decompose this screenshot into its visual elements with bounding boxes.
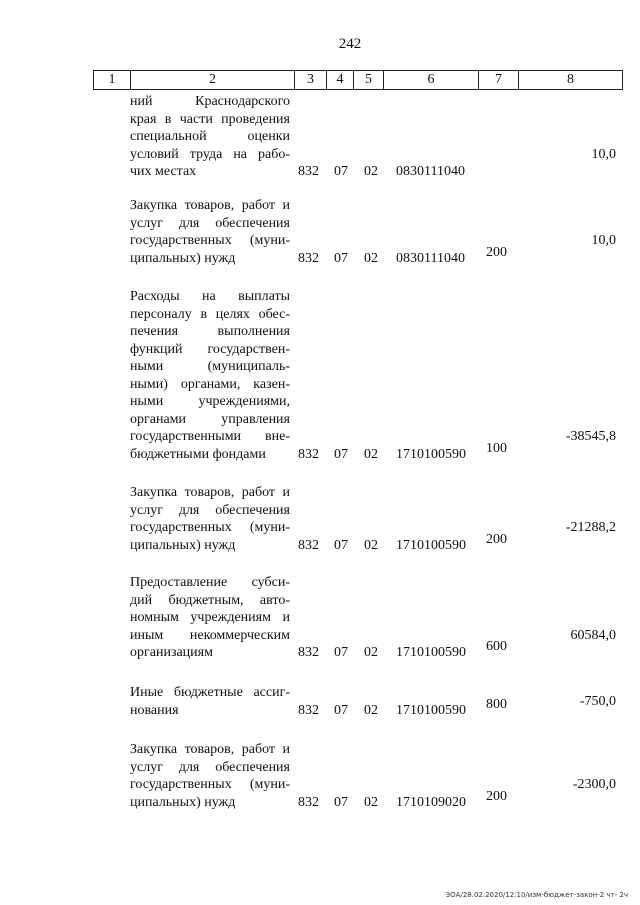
cell-c4: 07 <box>334 794 348 810</box>
description-line: услуг для обеспечения <box>130 215 290 231</box>
table-header <box>93 70 623 90</box>
description-line: ными) органами, казен- <box>130 376 290 392</box>
description-line: специальной оценки <box>130 129 290 144</box>
header-col-4: 4 <box>327 71 354 89</box>
cell-c7: 100 <box>486 440 507 456</box>
header-col-7: 7 <box>479 71 519 89</box>
cell-c6: 1710100590 <box>396 446 466 462</box>
cell-c7: 200 <box>486 244 507 260</box>
row-description <box>130 574 290 662</box>
cell-c8: -21288,2 <box>565 520 616 535</box>
cell-c6: 1710100590 <box>396 702 466 718</box>
cell-c7: 200 <box>486 531 507 547</box>
description-line: органами управления <box>130 411 290 427</box>
cell-c3: 832 <box>298 164 319 179</box>
cell-c7: 800 <box>486 696 507 712</box>
header-col-8: 8 <box>567 72 574 87</box>
description-line: организациям <box>130 645 213 660</box>
cell-c5: 02 <box>364 702 378 718</box>
cell-c5: 02 <box>364 645 378 660</box>
row-description <box>130 93 290 181</box>
row-description <box>130 741 290 811</box>
cell-c8: -38545,8 <box>565 429 616 444</box>
cell-c5: 02 <box>364 537 378 553</box>
description-line: ными (муниципаль- <box>130 359 290 374</box>
cell-c7: 600 <box>486 639 507 654</box>
description-line: услуг для обеспечения <box>130 502 290 518</box>
header-col-5: 5 <box>354 71 384 89</box>
cell-c8: -2300,0 <box>572 777 616 792</box>
cell-c6: 1710109020 <box>396 794 466 810</box>
cell-c6: 1710100590 <box>396 537 466 553</box>
header-col-1: 1 <box>94 71 131 89</box>
cell-c4: 07 <box>334 250 348 266</box>
description-line: Закупка товаров, работ и <box>130 742 290 757</box>
header-col-6: 6 <box>384 71 479 89</box>
description-line: государственных (муни- <box>130 233 290 248</box>
cell-c8: -750,0 <box>579 693 616 709</box>
cell-c8: 60584,0 <box>570 627 616 643</box>
description-line: ципальных) нужд <box>130 794 236 810</box>
description-line: Расходы на выплаты <box>130 289 290 304</box>
cell-c8: 10,0 <box>591 233 616 248</box>
cell-c6: 0830111040 <box>396 250 465 266</box>
cell-c6: 0830111040 <box>396 164 465 179</box>
description-line: номным учреждениям и <box>130 610 290 625</box>
description-line: государственных (муни- <box>130 520 290 535</box>
description-line: нования <box>130 702 179 718</box>
description-line: Закупка товаров, работ и <box>130 198 290 213</box>
description-line: дий бюджетным, авто- <box>130 592 290 608</box>
row-description <box>130 484 290 554</box>
cell-c4: 07 <box>334 645 348 660</box>
description-line: функций государствен- <box>130 341 290 357</box>
cell-c8: 10,0 <box>591 146 616 162</box>
cell-c3: 832 <box>298 794 319 810</box>
description-line: условий труда на рабо- <box>130 146 290 162</box>
description-line: услуг для обеспечения <box>130 759 290 775</box>
cell-c3: 832 <box>298 446 319 462</box>
description-line: персоналу в целях обес- <box>130 306 290 322</box>
description-line: печения выполнения <box>130 324 290 339</box>
cell-c5: 02 <box>364 164 378 179</box>
cell-c5: 02 <box>364 446 378 462</box>
description-line: края в части проведения <box>130 111 290 127</box>
description-line: ципальных) нужд <box>130 250 236 266</box>
cell-c4: 07 <box>334 446 348 462</box>
description-line: чих местах <box>130 164 197 179</box>
cell-c4: 07 <box>334 537 348 553</box>
cell-c4: 07 <box>334 702 348 718</box>
cell-c3: 832 <box>298 645 319 660</box>
header-col-2: 2 <box>131 71 295 89</box>
description-line: ными учреждениями, <box>130 394 290 409</box>
cell-c7: 200 <box>486 788 507 804</box>
cell-c4: 07 <box>334 164 348 179</box>
cell-c3: 832 <box>298 250 319 266</box>
description-line: государственных (муни- <box>130 777 290 792</box>
description-line: государственными вне- <box>130 429 290 444</box>
description-line: иным некоммерческим <box>130 627 290 643</box>
description-line: ципальных) нужд <box>130 537 236 553</box>
footer-stamp: ЗОА/28.02.2020/12:10/изм-бюджет-закон-2 чт- 2ч <box>445 891 628 899</box>
row-description <box>130 197 290 267</box>
cell-c5: 02 <box>364 250 378 266</box>
description-line: бюджетными фондами <box>130 446 266 462</box>
description-line: Предоставление субси- <box>130 575 290 590</box>
cell-c3: 832 <box>298 537 319 553</box>
description-line: ний Краснодарского <box>130 94 290 109</box>
row-description <box>130 684 290 719</box>
description-line: Закупка товаров, работ и <box>130 485 290 500</box>
cell-c6: 1710100590 <box>396 645 466 660</box>
row-description <box>130 288 290 463</box>
page-number: 242 <box>338 36 362 52</box>
cell-c5: 02 <box>364 794 378 810</box>
header-col-3: 3 <box>295 71 327 89</box>
cell-c3: 832 <box>298 702 319 718</box>
description-line: Иные бюджетные ассиг- <box>130 685 290 700</box>
